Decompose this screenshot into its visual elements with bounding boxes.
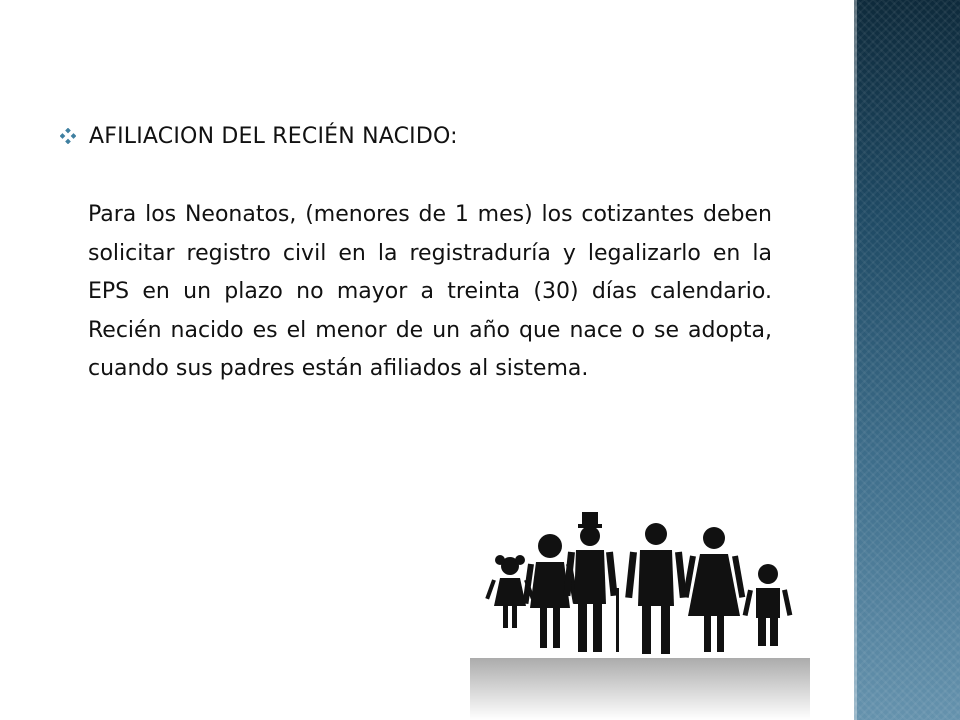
body-paragraph: Para los Neonatos, (menores de 1 mes) los cotizantes deben solicitar registro civil en la registraduría y legalizarlo en la EPS en un plazo no mayor a treinta (30) días calendario. Recién nacido es el menor de un año que nace o se adopta, cuando sus padres están afiliados al sistema. (88, 202, 772, 381)
diamond-bullet-icon (60, 128, 76, 144)
side-panel-edge (854, 0, 857, 720)
heading: AFILIACION DEL RECIÉN NACIDO: (89, 123, 458, 149)
heading-row (60, 116, 780, 156)
family-silhouette-icon (470, 508, 850, 720)
decorative-side-panel (854, 0, 960, 720)
